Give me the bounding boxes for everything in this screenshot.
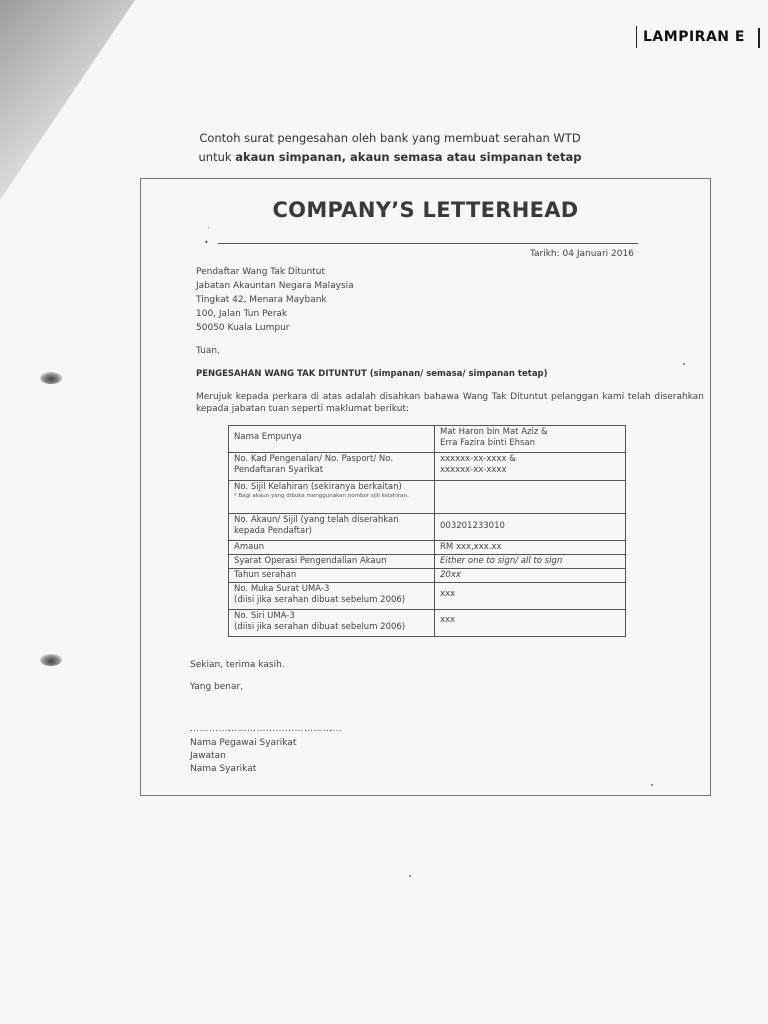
table-row (229, 569, 626, 583)
intro-line-2 (150, 150, 630, 164)
table-cell-label (229, 569, 435, 583)
table-row (229, 514, 626, 541)
cell-line: Either one to sign/ all to sign (440, 556, 563, 566)
address-line: Pendaftar Wang Tak Dituntut (196, 267, 326, 277)
cell-line: Tahun serahan (234, 570, 297, 580)
cell-line: xxx (440, 589, 456, 599)
cell-line: Mat Haron bin Mat Aziz & (440, 427, 548, 437)
scan-speck (409, 875, 411, 877)
table-cell-label (229, 541, 435, 555)
salutation: Tuan, (196, 346, 220, 356)
cell-line: No. Sijil Kelahiran (sekiranya berkaitan) (234, 482, 402, 492)
punch-hole-bottom (40, 654, 62, 666)
table-cell-value (435, 453, 626, 481)
cell-note: * Bagi akaun yang dibuka menggunakan nombor sijil kelahiran. (234, 493, 409, 499)
table-cell-value (435, 610, 626, 637)
address-line: Jabatan Akauntan Negara Malaysia (196, 281, 354, 291)
letterhead-title: COMPANY’S LETTERHEAD (272, 198, 579, 222)
table-cell-value (435, 541, 626, 555)
table-cell-label (229, 583, 435, 610)
account-details-table (228, 425, 626, 637)
cell-line: (diisi jika serahan dibuat sebelum 2006) (234, 595, 406, 605)
table-cell-value (435, 514, 626, 541)
table-cell-label (229, 555, 435, 569)
cell-line: No. Siri UMA-3 (234, 611, 295, 621)
signatory-company: Nama Syarikat (190, 764, 257, 774)
address-line: 50050 Kuala Lumpur (196, 323, 290, 333)
table-cell-value (435, 555, 626, 569)
cell-line: xxxxxx-xx-xxxx (440, 465, 507, 475)
punch-hole-top (40, 372, 62, 384)
cell-line: No. Muka Surat UMA-3 (234, 584, 330, 594)
table-row (229, 555, 626, 569)
intro-line-2-bold: akaun simpanan, akaun semasa atau simpanan tetap (235, 150, 582, 164)
cell-line: kepada Pendaftar) (234, 526, 312, 536)
letter-body: Merujuk kepada perkara di atas adalah disahkan bahawa Wang Tak Dituntut pelanggan kami telah diserahkan kepada jabatan tuan seperti maklumat berikut: (196, 392, 704, 414)
cell-line: Erra Fazira binti Ehsan (440, 438, 535, 448)
letter-subject: PENGESAHAN WANG TAK DITUNTUT (simpanan/ semasa/ simpanan tetap) (196, 369, 548, 379)
table-cell-label (229, 481, 435, 514)
table-cell-label (229, 426, 435, 453)
stray-mark: ′ (208, 226, 210, 235)
table-cell-value (435, 583, 626, 610)
cell-line: Syarat Operasi Pengendalian Akaun (234, 556, 387, 566)
table-row (229, 541, 626, 555)
signatory-name: Nama Pegawai Syarikat (190, 738, 297, 748)
cell-line: No. Kad Pengenalan/ No. Pasport/ No. (234, 454, 394, 464)
cell-line: xxxxxx-xx-xxxx & (440, 454, 516, 464)
cell-line: xxx (440, 615, 456, 625)
signatory-position: Jawatan (190, 751, 226, 761)
folded-page-corner (0, 0, 135, 200)
table-cell-value (435, 426, 626, 453)
stray-mark: • (204, 238, 209, 247)
table-cell-label (229, 514, 435, 541)
closing-line: Sekian, terima kasih. (190, 660, 285, 670)
cell-line: RM xxx,xxx.xx (440, 542, 502, 552)
signature-line: ………………………………………… (190, 724, 342, 734)
table-row (229, 583, 626, 610)
address-line: 100, Jalan Tun Perak (196, 309, 288, 319)
cell-line: No. Akaun/ Sijil (yang telah diserahkan (234, 515, 399, 525)
cell-line: (diisi jika serahan dibuat sebelum 2006) (234, 622, 406, 632)
cell-line: 20xx (440, 570, 461, 580)
cell-line: Pendaftaran Syarikat (234, 465, 324, 475)
table-row (229, 453, 626, 481)
intro-line-2-prefix: untuk (198, 150, 236, 164)
cell-line: Amaun (234, 542, 265, 552)
table-row (229, 610, 626, 637)
table-row (229, 426, 626, 453)
cell-line: 003201233010 (440, 521, 505, 531)
table-cell-label (229, 610, 435, 637)
address-line: Tingkat 42, Menara Maybank (196, 295, 327, 305)
table-row (229, 481, 626, 514)
annex-label-border (758, 28, 760, 48)
annex-label: LAMPIRAN E (636, 26, 745, 48)
table-cell-value (435, 569, 626, 583)
table-cell-value (435, 481, 626, 514)
table-cell-label (229, 453, 435, 481)
cell-line: Nama Empunya (234, 432, 302, 442)
sign-off: Yang benar, (190, 682, 244, 692)
intro-line-1: Contoh surat pengesahan oleh bank yang membuat serahan WTD (199, 131, 581, 145)
letter-date: Tarikh: 04 Januari 2016 (530, 249, 634, 259)
letterhead-rule (218, 243, 638, 244)
